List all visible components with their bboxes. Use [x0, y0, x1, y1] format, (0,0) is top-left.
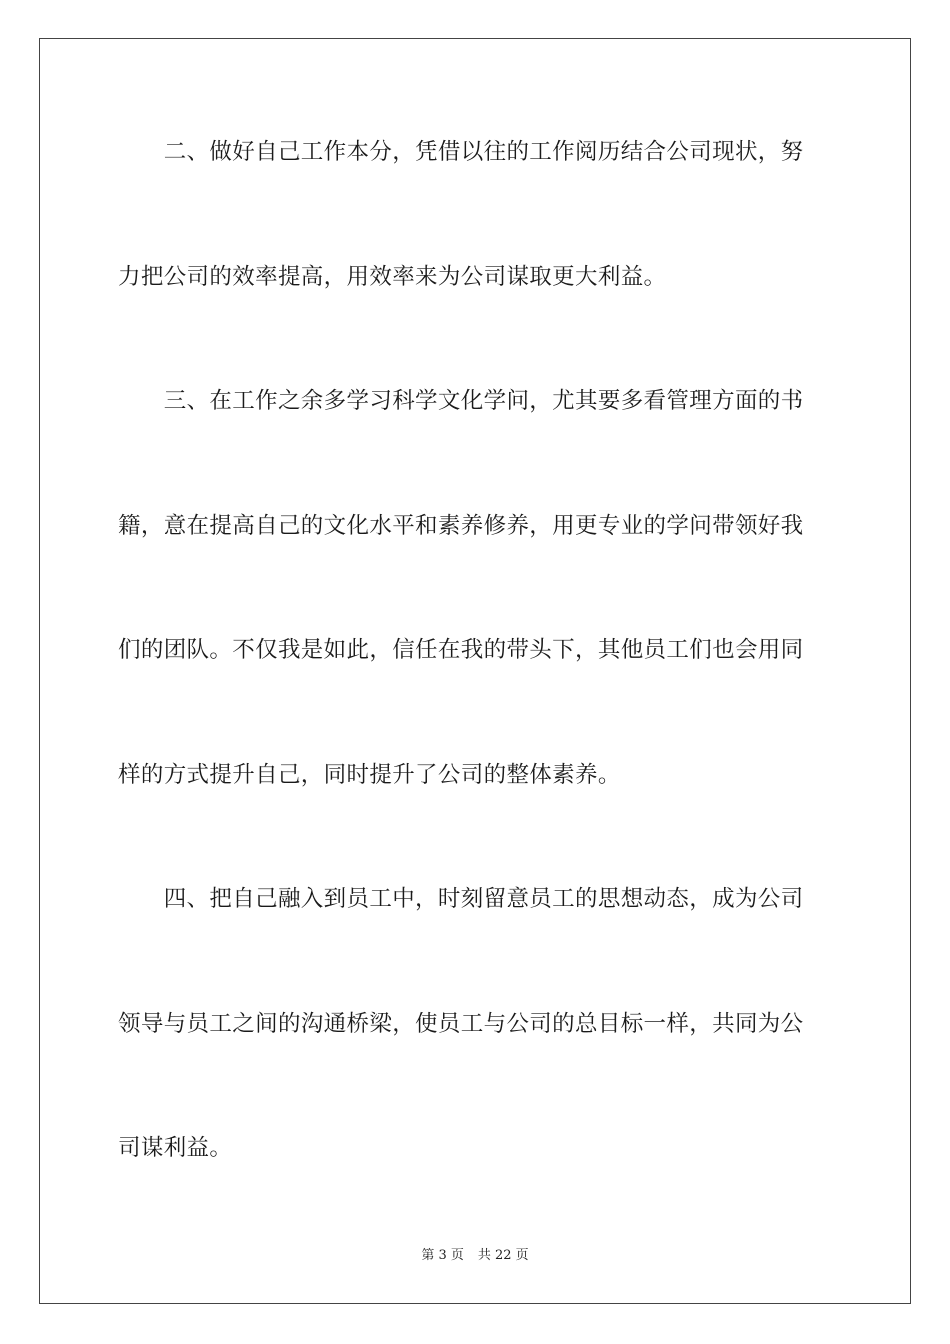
paragraph-2-line-2: 力把公司的效率提高，用效率来为公司谋取更大利益。: [118, 264, 667, 290]
page-number: 第 3 页: [421, 1248, 464, 1263]
paragraph-4-line-1: 四、把自己融入到员工中，时刻留意员工的思想动态，成为公司: [118, 886, 804, 912]
page-border: [39, 38, 911, 1304]
paragraph-3-line-2: 籍，意在提高自己的文化水平和素养修养，用更专业的学问带领好我: [118, 513, 804, 539]
total-pages: 共 22 页: [477, 1248, 529, 1263]
page-footer: [0, 1248, 950, 1264]
paragraph-3-line-4: 样的方式提升自己，同时提升了公司的整体素养。: [118, 762, 621, 788]
paragraph-4-line-2: 领导与员工之间的沟通桥梁，使员工与公司的总目标一样，共同为公: [118, 1011, 804, 1037]
paragraph-2-line-1: 二、做好自己工作本分，凭借以往的工作阅历结合公司现状，努: [118, 139, 804, 165]
paragraph-3-line-3: 们的团队。不仅我是如此，信任在我的带头下，其他员工们也会用同: [118, 637, 804, 663]
paragraph-4-line-3: 司谋利益。: [118, 1135, 233, 1161]
paragraph-3-line-1: 三、在工作之余多学习科学文化学问，尤其要多看管理方面的书: [118, 388, 804, 414]
